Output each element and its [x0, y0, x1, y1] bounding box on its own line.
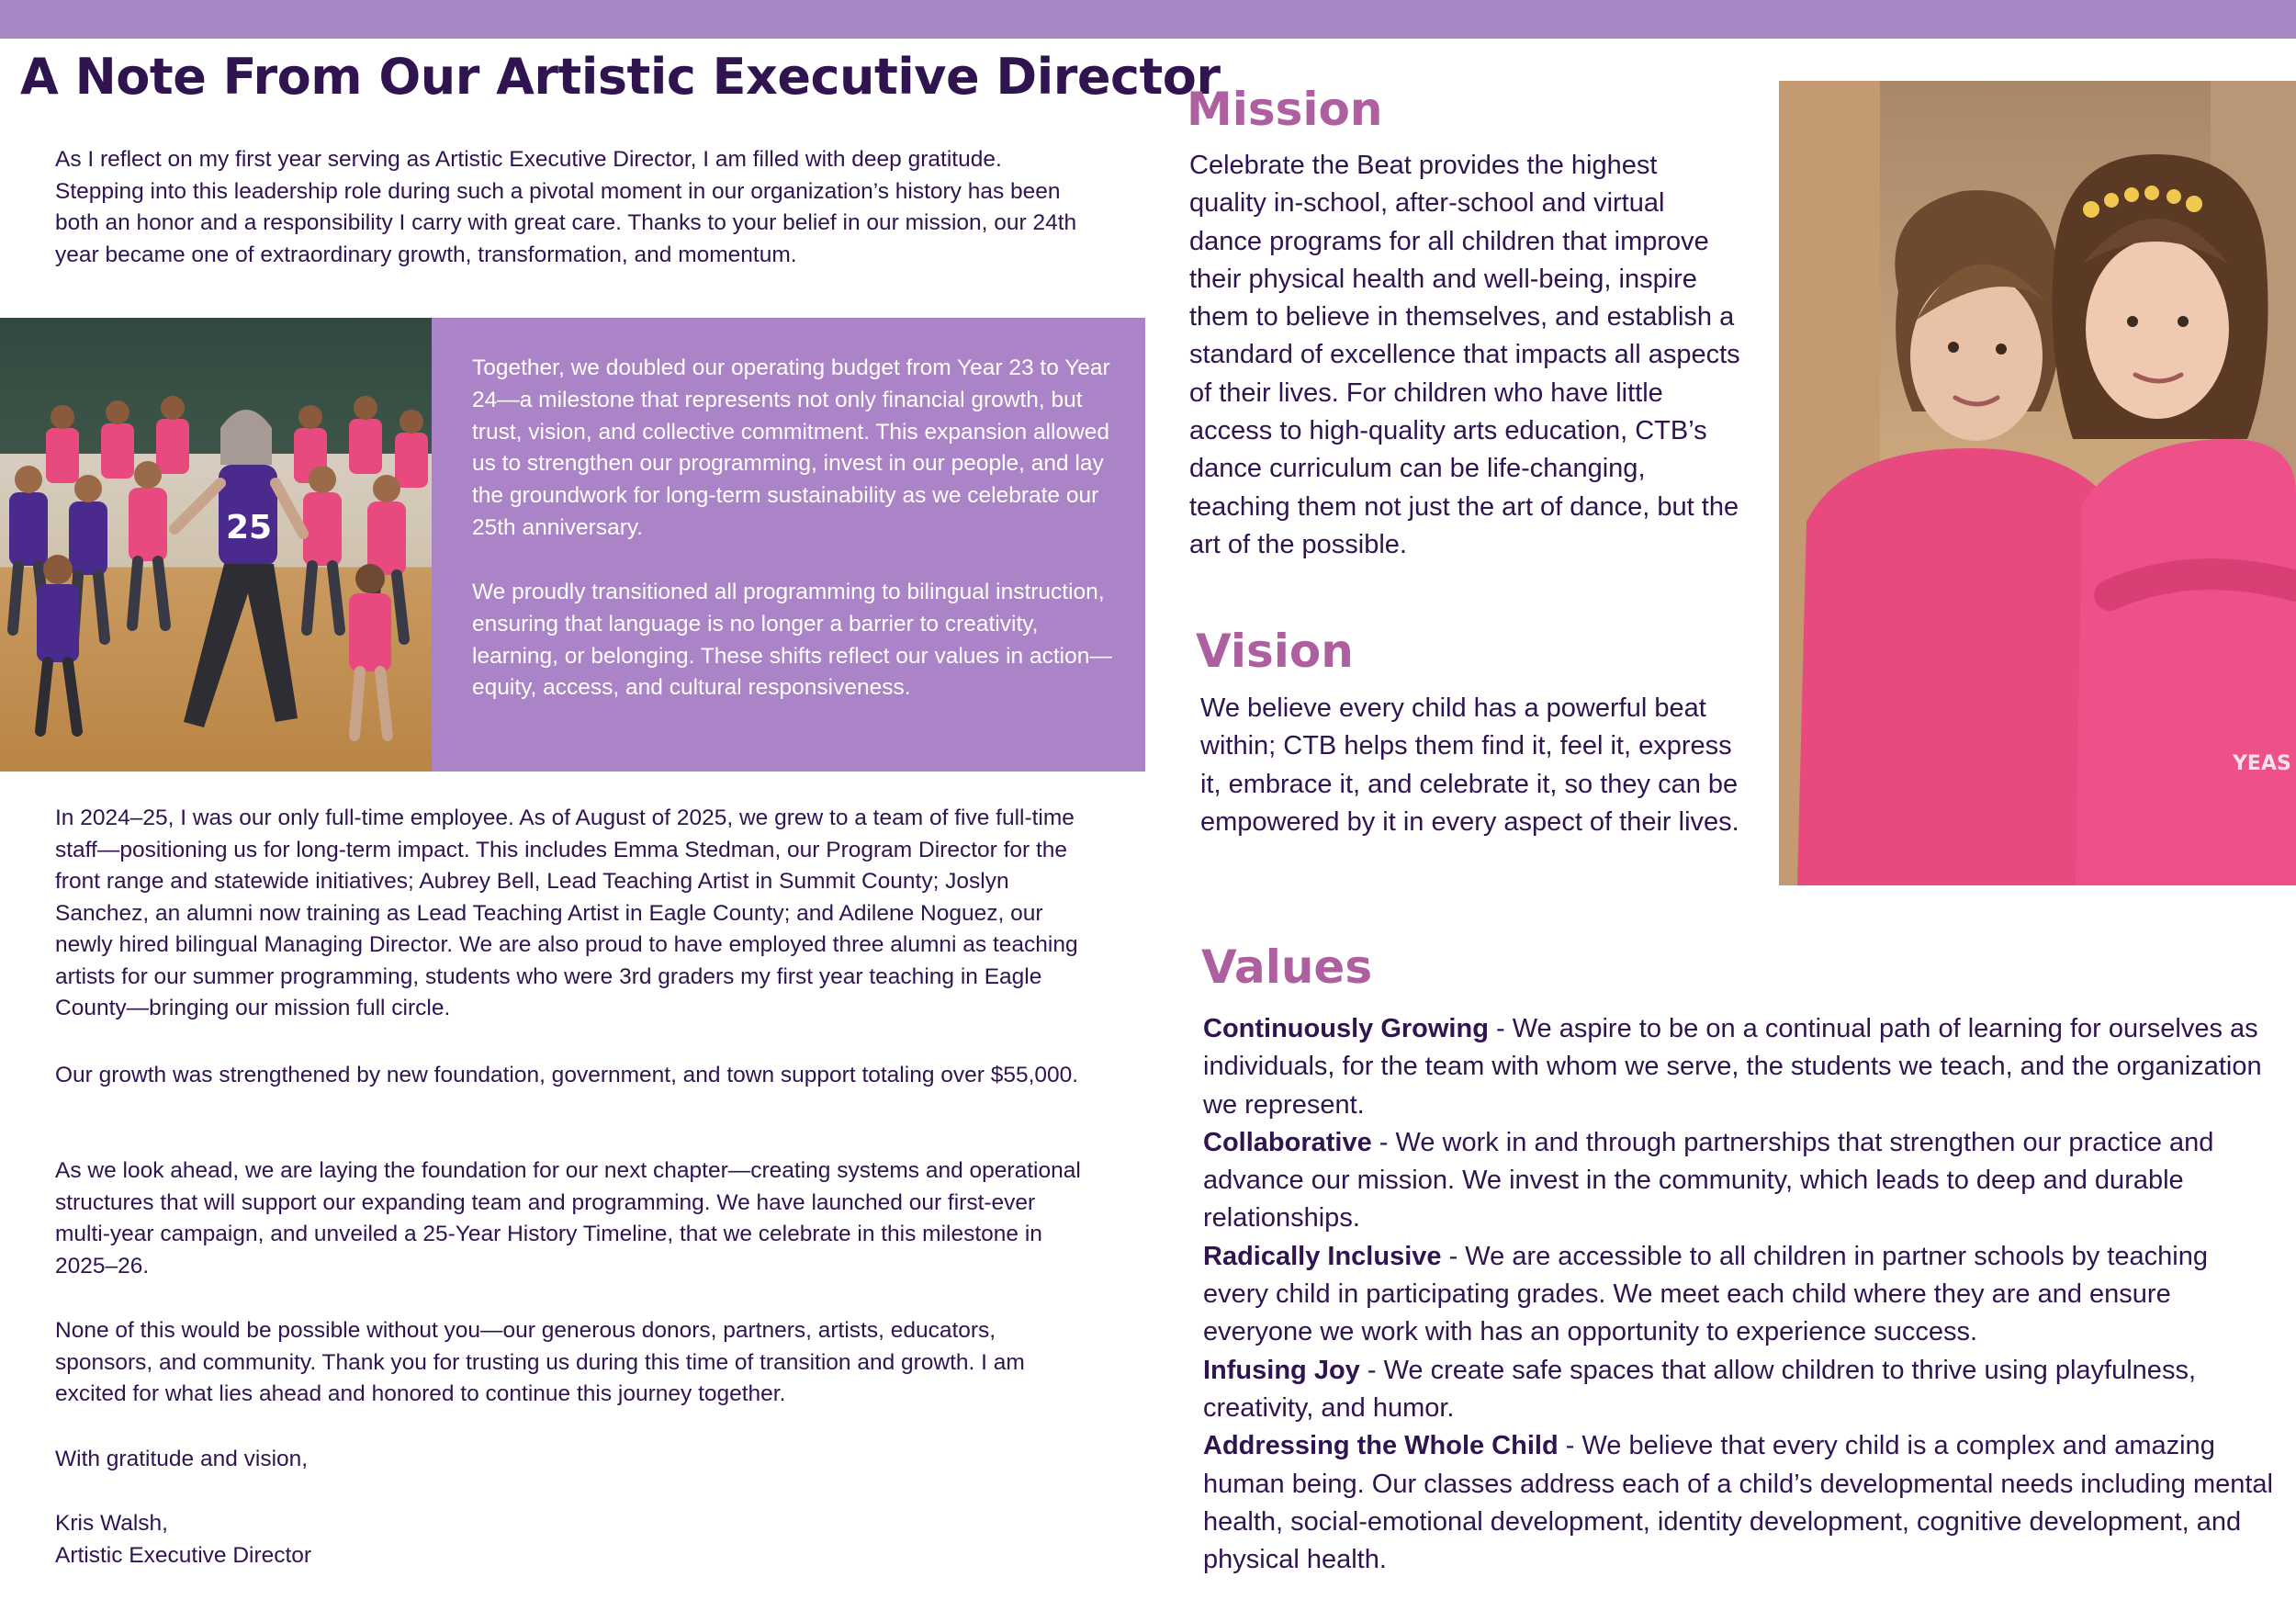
value-radically-inclusive [1203, 1238, 2273, 1352]
highlight-band [0, 318, 1145, 772]
looking-ahead-paragraph: As we look ahead, we are laying the foundation for our next chapter—creating systems and operational structures that will support our expanding team and programming. We have launched our first-ever multi-year campaign, and unveiled a 25-Year History Timeline, that we celebrate in this milestone in 2025–26. [55, 1158, 1081, 1279]
intro-paragraph: As I reflect on my first year serving as Artistic Executive Director, I am filled with deep gratitude. Stepping into this leadership role during such a pivotal moment in our organization’s history has been both an honor and a responsibility I carry with great care. Thanks to your belief in our mission, our 24th year became one of extraordinary growth, transformation, and momentum. [55, 147, 1077, 267]
value-name: Addressing the Whole Child [1203, 1431, 1559, 1461]
team-paragraph: In 2024–25, I was our only full-time employee. As of August of 2025, we grew to a team of five full-time staff—positioning us for long-term impact. This includes Emma Stedman, our Program Director for the front range and statewide initiatives; Aubrey Bell, Lead Teaching Artist in Summit County; Joslyn Sanchez, an alumni now training as Lead Teaching Artist in Eagle County; and Adilene Noguez, our newly hired bilingual Managing Director. We are also proud to have employed three alumni as teaching artists for our summer programming, students who were 3rd graders my first year teaching in Eagle County—bringing our mission full circle. [55, 806, 1078, 1020]
value-whole-child [1203, 1427, 2273, 1579]
mission-text: Celebrate the Beat provides the highest quality in-school, after-school and virtual dance programs for all children that improve their physical health and well-being, inspire them to believe in themselves, and establish a standard of excellence that impacts all aspects of their lives. For children who have little access to high-quality arts education, CTB’s dance curriculum can be life-changing, teaching them not just the art of dance, but the art of the possible. [1189, 151, 1740, 559]
gym-dance-illustration [0, 318, 432, 772]
value-infusing-joy [1203, 1352, 2273, 1428]
value-continuously-growing [1203, 1010, 2273, 1124]
signer-title: Artistic Executive Director [55, 1542, 312, 1568]
signature-block [55, 1508, 1088, 1572]
value-description: - We create safe spaces that allow children to thrive using playfulness, creativity, and humor. [1203, 1355, 2196, 1423]
band-paragraph-bilingual: We proudly transitioned all programming to bilingual instruction, ensuring that language is no longer a barrier to creativity, learning, or belonging. These shifts reflect our values in action—equity, access, and cultural responsiveness. [472, 580, 1112, 701]
value-name: Infusing Joy [1203, 1355, 1360, 1385]
value-collaborative [1203, 1124, 2273, 1238]
growth-paragraph: Our growth was strengthened by new foundation, government, and town support totaling over $55,000. [55, 1063, 1079, 1087]
mission-heading: Mission [1187, 83, 1383, 136]
signer-name: Kris Walsh, [55, 1511, 168, 1536]
gym-dance-photo [0, 318, 432, 772]
value-description: - We believe that every child is a complex and amazing human being. Our classes address each of a child’s developmental needs including mental health, social-emotional development, identity development, cognitive development, and physical health. [1203, 1431, 2273, 1575]
note-title: A Note From Our Artistic Executive Director [20, 48, 1221, 106]
girls-photo [1779, 81, 2296, 885]
value-name: Collaborative [1203, 1127, 1372, 1157]
band-paragraph-budget: Together, we doubled our operating budget from Year 23 to Year 24—a milestone that represents not only financial growth, but trust, vision, and collective commitment. This expansion allowed us to strengthen our programming, invest in our people, and lay the groundwork for long-term sustainability as we celebrate our 25th anniversary. [472, 355, 1110, 540]
gym-shirt-number: 25 [226, 509, 273, 546]
values-list [1203, 1010, 2273, 1579]
vision-text: We believe every child has a powerful beat within; CTB helps them find it, feel it, express it, embrace it, and celebrate it, so they can be empowered by it in every aspect of their lives. [1200, 693, 1739, 837]
value-description: - We work in and through partnerships that strengthen our practice and advance our mission. We invest in the community, which leads to deep and durable relationships. [1203, 1127, 2214, 1234]
vision-heading: Vision [1196, 625, 1354, 678]
top-color-bar [0, 0, 2296, 39]
girls-illustration [1779, 81, 2296, 885]
value-description: - We aspire to be on a continual path of learning for ourselves as individuals, for the team with whom we serve, the students we teach, and the organization we represent. [1203, 1014, 2262, 1120]
value-name: Continuously Growing [1203, 1014, 1489, 1043]
value-name: Radically Inclusive [1203, 1241, 1442, 1271]
closing-line: With gratitude and vision, [55, 1447, 309, 1471]
thanks-paragraph: None of this would be possible without you—our generous donors, partners, artists, educators, sponsors, and community. Thank you for trusting us during this time of transition and growth. I am excited for what lies ahead and honored to continue this journey together. [55, 1318, 1025, 1406]
values-heading: Values [1201, 941, 1373, 994]
girls-shirt-text: YEAS [2233, 752, 2291, 775]
value-description: - We are accessible to all children in partner schools by teaching every child in participating grades. We meet each child where they are and ensure everyone we work with has an opportunity to experience success. [1203, 1241, 2208, 1347]
